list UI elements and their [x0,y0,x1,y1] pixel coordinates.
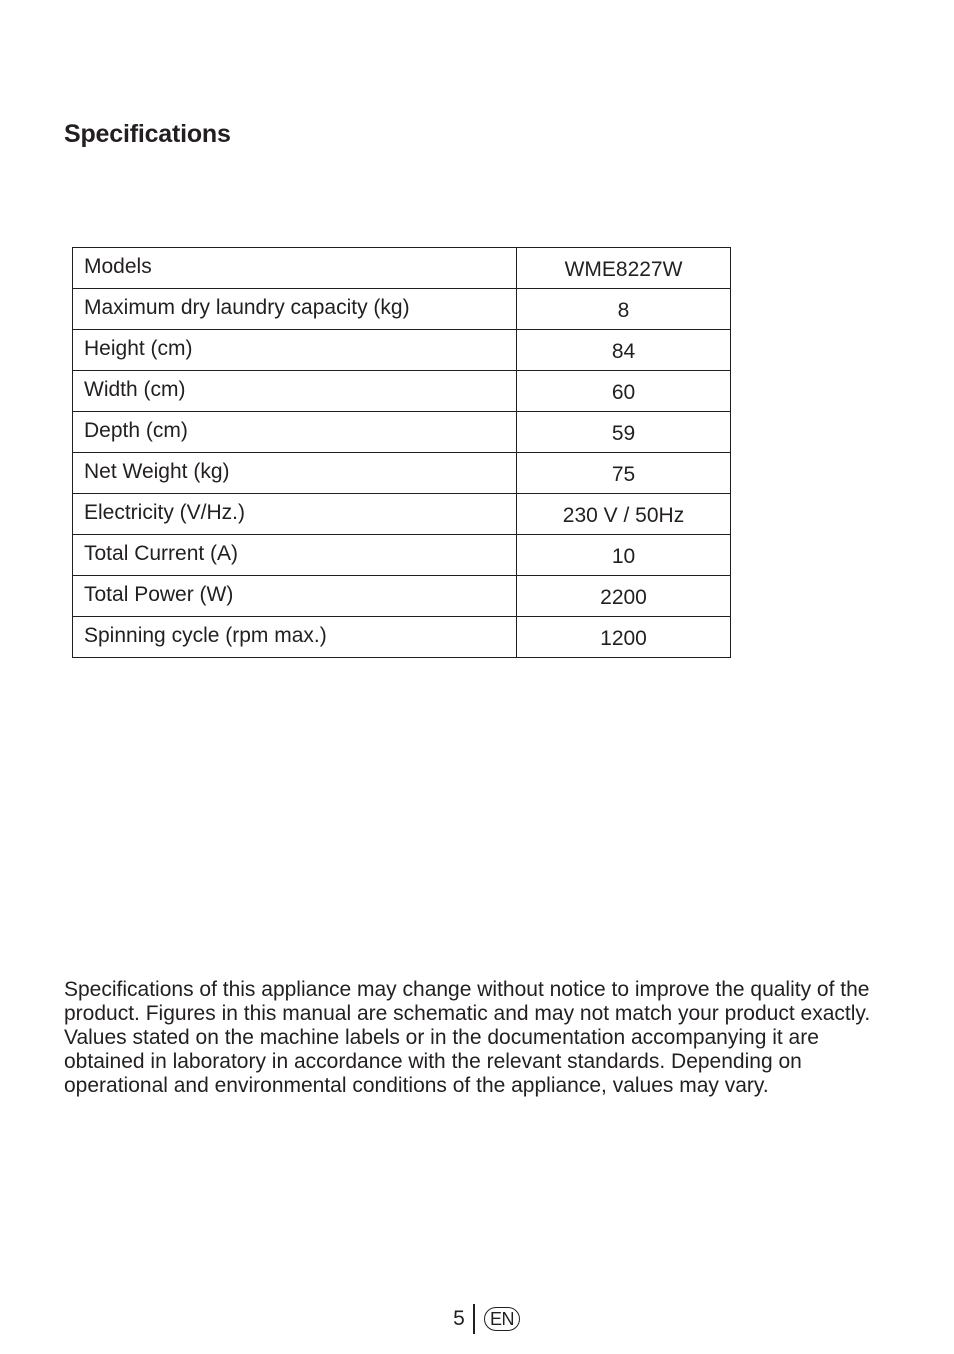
spec-value: 10 [517,535,731,576]
spec-label: Total Current (A) [73,535,517,576]
spec-label: Models [73,248,517,289]
spec-label: Width (cm) [73,371,517,412]
spec-label: Height (cm) [73,330,517,371]
spec-value: 1200 [517,617,731,658]
specifications-notice [64,978,894,1098]
spec-value: 84 [517,330,731,371]
table-row [73,412,731,453]
spec-value: 60 [517,371,731,412]
table-row [73,330,731,371]
spec-value: 59 [517,412,731,453]
spec-value: WME8227W [517,248,731,289]
footer-divider [473,1304,475,1334]
table-row [73,576,731,617]
spec-value: 75 [517,453,731,494]
spec-value: 8 [517,289,731,330]
spec-value: 230 V / 50Hz [517,494,731,535]
table-row [73,248,731,289]
language-badge: EN [484,1307,520,1331]
page-number: 5 [453,1307,465,1330]
table-row [73,535,731,576]
page-title: Specifications [64,120,231,148]
spec-label: Maximum dry laundry capacity (kg) [73,289,517,330]
spec-label: Depth (cm) [73,412,517,453]
spec-label: Net Weight (kg) [73,453,517,494]
table-row [73,289,731,330]
table-row [73,453,731,494]
spec-label: Electricity (V/Hz.) [73,494,517,535]
spec-value: 2200 [517,576,731,617]
spec-label: Total Power (W) [73,576,517,617]
table-row [73,371,731,412]
spec-label: Spinning cycle (rpm max.) [73,617,517,658]
specifications-table [72,247,731,658]
notice-paragraph-change: Specifications of this appliance may change without notice to improve the quality of the product. Figures in this manual are schematic and may not match your product exactly. [64,978,871,1025]
table-row [73,617,731,658]
page-footer [452,1303,520,1335]
notice-paragraph-values: Values stated on the machine labels or in the documentation accompanying it are obtained in laboratory in accordance with the relevant standards. Depending on operational and environmental conditions of the appliance, values may vary. [64,1026,819,1097]
table-row [73,494,731,535]
